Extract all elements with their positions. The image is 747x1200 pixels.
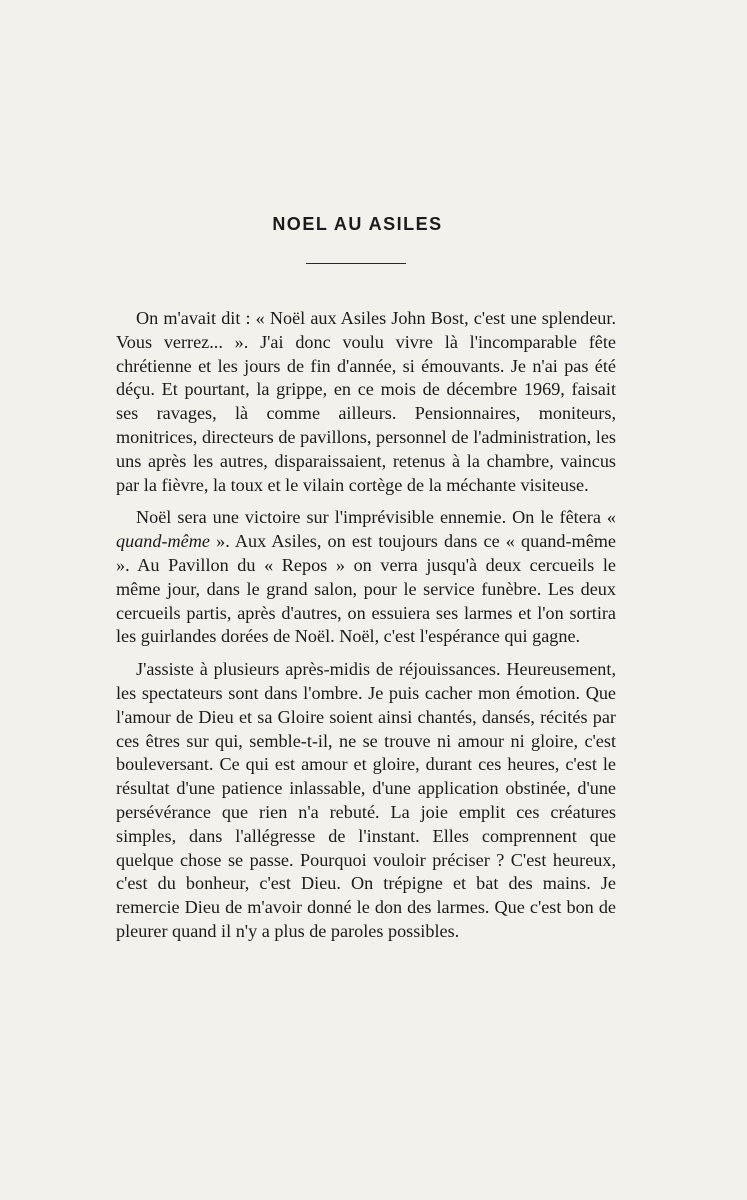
- paragraph-2-end: ». Aux Asiles, on est toujours dans ce « quand-même ». Au Pavillon du « Repos » on verra jusqu'à deux cercueils le même jour, dans le grand salon, pour le service funèbre. Les deux cercueils partis, après d'autres, on essuiera ses larmes et l'on sortira les guirlandes dorées de Noël. Noël, c'est l'espérance qui gagne.: [116, 531, 616, 647]
- paragraph-2-start: Noël sera une victoire sur l'imprévisible ennemie. On le fêtera «: [136, 507, 616, 528]
- title-underline: [306, 263, 406, 264]
- paragraph-2-emphasis: quand-même: [116, 531, 210, 552]
- article-body: [116, 307, 616, 953]
- page-title: NOEL AU ASILES: [272, 214, 443, 234]
- paragraph-1: On m'avait dit : « Noël aux Asiles John Bost, c'est une splendeur. Vous verrez... ». J'ai donc voulu vivre là l'incomparable fête chrétienne et les jours de fin d'année, si émouvants. Je n'ai pas été déçu. Et pourtant, la grippe, en ce mois de décembre 1969, faisait ses ravages, là comme ailleurs. Pensionnaires, moniteurs, monitrices, directeurs de pavillons, personnel de l'administration, les uns après les autres, disparaissaient, retenus à la chambre, vaincus par la fièvre, la toux et le vilain cortège de la méchante visiteuse.: [116, 308, 616, 495]
- paragraph-2: [116, 506, 616, 649]
- paragraph-3: J'assiste à plusieurs après-midis de réjouissances. Heureusement, les spectateurs sont dans l'ombre. Je puis cacher mon émotion. Que l'amour de Dieu et sa Gloire soient ainsi chantés, dansés, récités par ces êtres sur qui, semble-t-il, ne se trouve ni amour ni gloire, c'est bouleversant. Ce qui est amour et gloire, durant ces heures, c'est le résultat d'une patience inlassable, d'une application obstinée, d'une persévérance que rien n'a rebuté. La joie emplit ces créatures simples, dans l'allégresse de l'instant. Elles comprennent que quelque chose se passe. Pourquoi vouloir préciser ? C'est heureux, c'est du bonheur, c'est Dieu. On trépigne et bat des mains. Je remercie Dieu de m'avoir donné le don des larmes. Que c'est bon de pleurer quand il n'y a plus de paroles possibles.: [116, 659, 616, 941]
